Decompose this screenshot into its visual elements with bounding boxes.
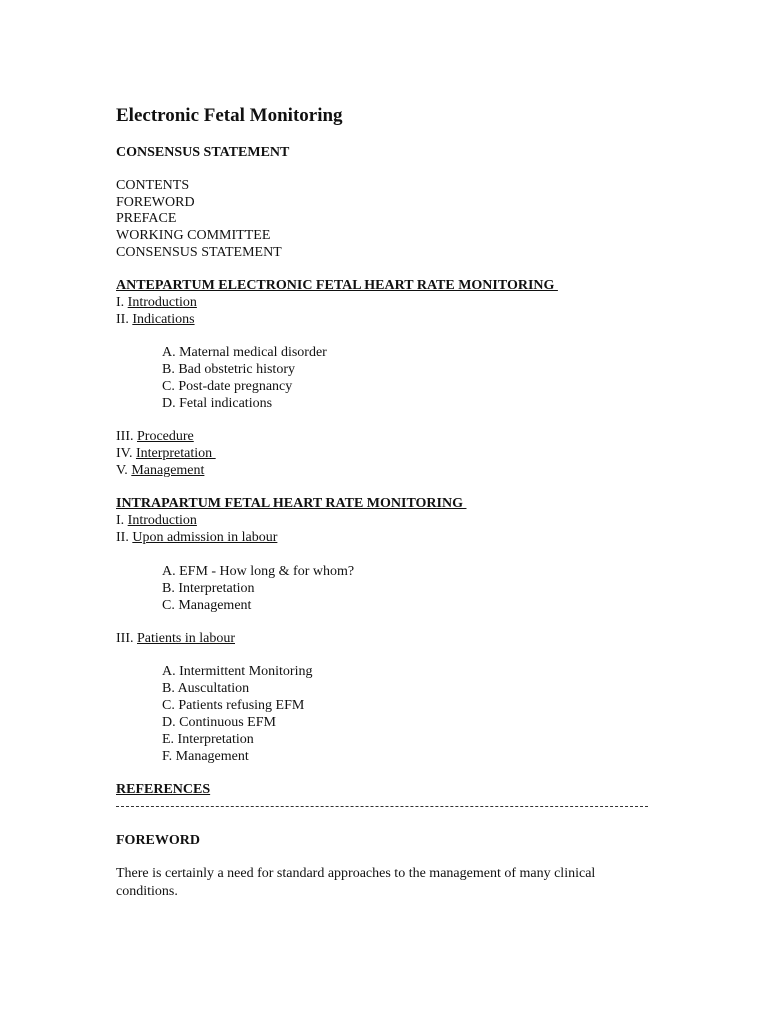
toc-entry — [116, 462, 204, 479]
toc-number: I. — [116, 513, 128, 528]
list-item: A. Intermittent Monitoring — [162, 664, 313, 679]
contents-item: FOREWORD — [116, 195, 195, 210]
toc-entry — [116, 294, 197, 311]
toc-number: II. — [116, 312, 133, 327]
contents-item: CONTENTS — [116, 178, 190, 193]
list-item: C. Management — [162, 598, 252, 613]
toc-link-indications[interactable]: Indications — [132, 312, 195, 327]
list-item: D. Fetal indications — [162, 396, 273, 411]
toc-number: III. — [116, 631, 137, 646]
list-item: B. Auscultation — [162, 681, 250, 696]
list-item: A. Maternal medical disorder — [162, 345, 327, 360]
toc-entry — [116, 630, 235, 647]
toc-number: V. — [116, 463, 132, 478]
references-heading: REFERENCES — [116, 782, 211, 797]
foreword-paragraph-line: There is certainly a need for standard approaches to the management of many clinical — [116, 866, 596, 881]
list-item: D. Continuous EFM — [162, 715, 276, 730]
foreword-heading: FOREWORD — [116, 833, 200, 848]
contents-item: PREFACE — [116, 211, 177, 226]
toc-entry — [116, 311, 195, 328]
toc-number: II. — [116, 530, 133, 545]
list-item: B. Interpretation — [162, 581, 255, 596]
list-item: A. EFM - How long & for whom? — [162, 564, 355, 579]
toc-entry — [116, 428, 194, 445]
contents-item: WORKING COMMITTEE — [116, 228, 271, 243]
intrapartum-heading: INTRAPARTUM FETAL HEART RATE MONITORING — [116, 496, 467, 511]
toc-link-interpretation[interactable]: Interpretation — [135, 446, 216, 461]
document-title: Electronic Fetal Monitoring — [116, 105, 343, 126]
toc-number: IV. — [116, 446, 136, 461]
toc-entry — [116, 445, 216, 462]
list-item: C. Patients refusing EFM — [162, 698, 305, 713]
list-item: B. Bad obstetric history — [162, 362, 295, 377]
contents-item: CONSENSUS STATEMENT — [116, 245, 282, 260]
toc-link-procedure[interactable]: Procedure — [137, 429, 194, 444]
foreword-paragraph-line: conditions. — [116, 884, 178, 899]
toc-number: III. — [116, 429, 137, 444]
toc-link-management[interactable]: Management — [131, 463, 205, 478]
list-item: F. Management — [162, 749, 249, 764]
toc-entry — [116, 529, 277, 546]
consensus-heading: CONSENSUS STATEMENT — [116, 145, 290, 160]
toc-entry — [116, 512, 197, 529]
list-item: E. Interpretation — [162, 732, 254, 747]
toc-number: I. — [116, 295, 128, 310]
toc-link-introduction[interactable]: Introduction — [127, 513, 197, 528]
antepartum-heading: ANTEPARTUM ELECTRONIC FETAL HEART RATE MONITORING — [116, 278, 558, 293]
list-item: C. Post-date pregnancy — [162, 379, 293, 394]
toc-link-upon-admission[interactable]: Upon admission in labour — [132, 530, 278, 545]
toc-link-introduction[interactable]: Introduction — [127, 295, 197, 310]
toc-link-patients-in-labour[interactable]: Patients in labour — [137, 631, 235, 646]
dashed-divider — [116, 806, 648, 807]
